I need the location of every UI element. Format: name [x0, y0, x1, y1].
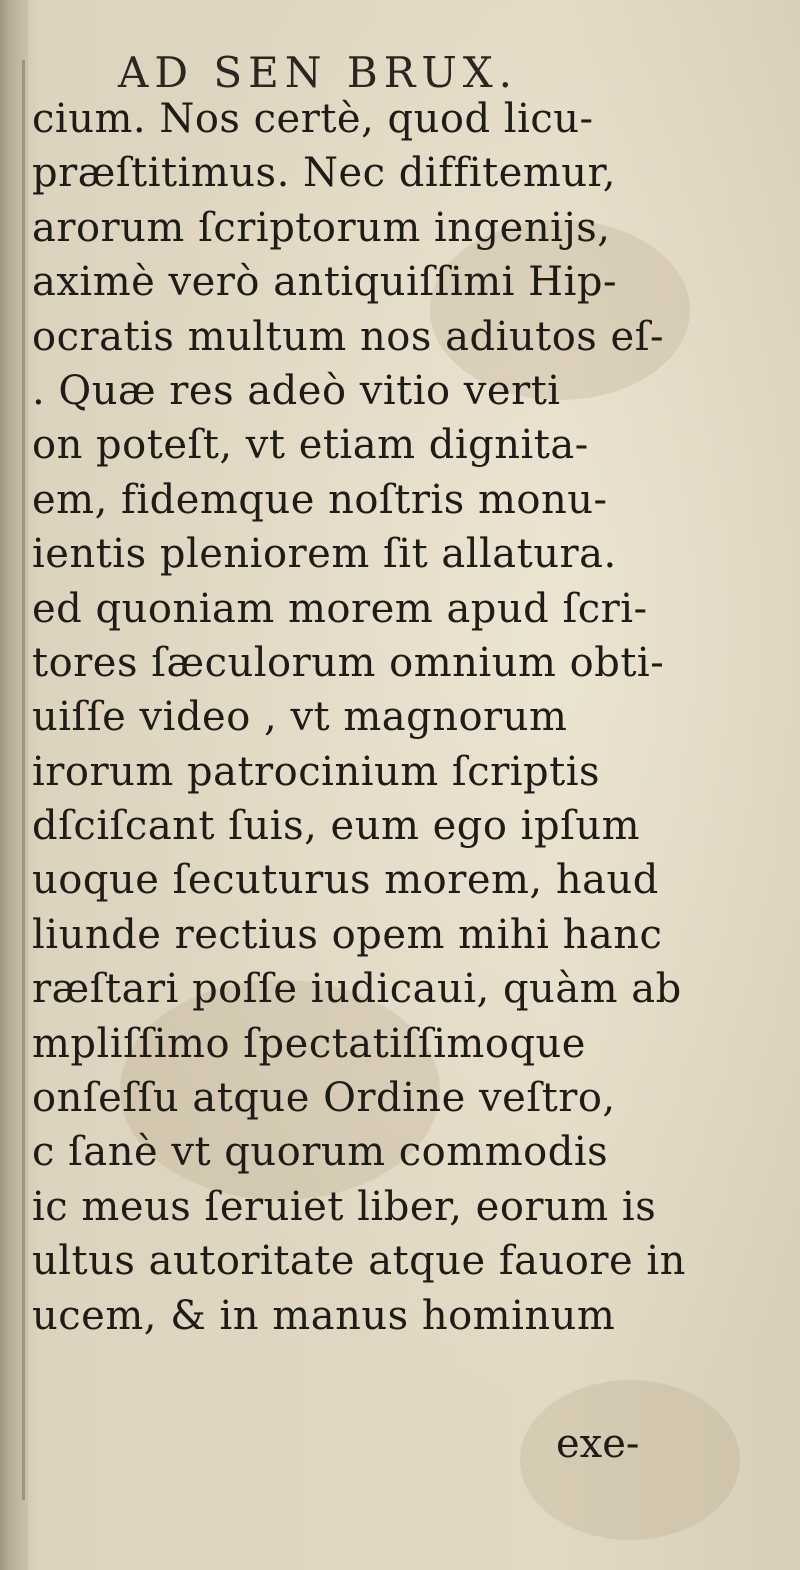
text-line: on poteſt, vt etiam dignita-	[32, 422, 589, 469]
text-line: tores ſæculorum omnium obti-	[32, 639, 665, 686]
text-line: onſeſſu atque Ordine veſtro,	[32, 1075, 616, 1122]
text-line: ocratis multum nos adiutos eſ-	[32, 313, 665, 360]
text-line: præſtitimus. Nec diffitemur,	[32, 150, 616, 197]
text-line: ed quoniam morem apud ſcri-	[32, 585, 648, 632]
text-line: c ſanè vt quorum commodis	[32, 1129, 609, 1176]
text-line: ultus autoritate atque fauore in	[32, 1238, 686, 1285]
text-line: aximè verò antiquiſſimi Hip-	[32, 259, 617, 306]
text-line: cium. Nos certè, quod licu-	[32, 96, 594, 142]
text-line: ic meus ſeruiet liber, eorum is	[32, 1183, 657, 1230]
catchword: exe-	[556, 1421, 640, 1467]
text-line: mpliſſimo ſpectatiſſimoque	[32, 1020, 586, 1067]
text-line: uoque ſecuturus morem, haud	[32, 857, 659, 904]
text-line: dſciſcant ſuis, eum ego ipſum	[32, 803, 641, 850]
gutter-edge	[22, 60, 25, 1500]
text-line: irorum patrocinium ſcriptis	[32, 748, 601, 795]
text-line: ucem, & in manus hominum	[32, 1292, 616, 1339]
text-line: liunde rectius opem mihi hanc	[32, 911, 663, 958]
text-line: . Quæ res adeò vitio verti	[32, 367, 561, 414]
text-line: arorum ſcriptorum ingenijs,	[32, 204, 611, 251]
text-line: ræſtari poſſe iudicaui, quàm ab	[32, 966, 682, 1013]
body-text	[32, 92, 686, 1343]
text-line: ientis pleniorem ſit allatura.	[32, 531, 617, 578]
running-head: AD SEN BRUX.	[118, 48, 519, 97]
text-line: em, fidemque noſtris monu-	[32, 476, 608, 523]
text-line: uiſſe video , vt magnorum	[32, 694, 568, 741]
